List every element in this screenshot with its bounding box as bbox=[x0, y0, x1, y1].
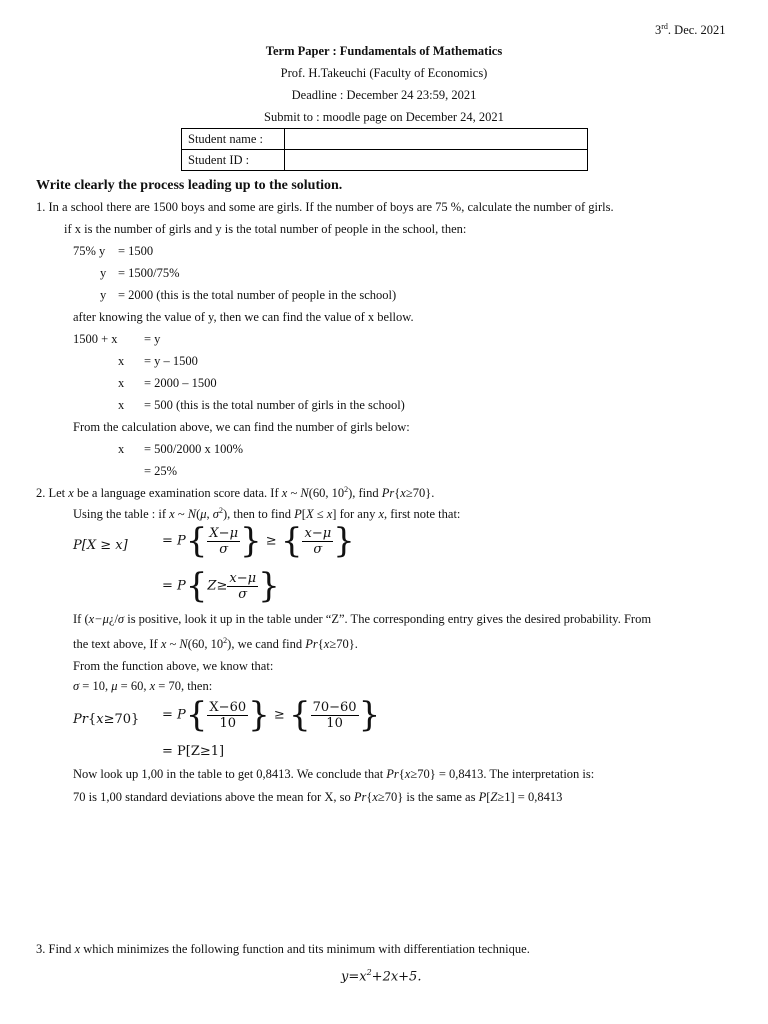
q1-step-rhs: = 2000 – 1500 bbox=[144, 376, 217, 390]
professor: Prof. H.Takeuchi (Faculty of Economics) bbox=[280, 66, 488, 80]
student-name-field[interactable] bbox=[285, 129, 588, 150]
q2-using: Using the table : if x ~ N(μ, $\sigma^2$), then to find P[X ≤ x] for any x, first note that: bbox=[73, 506, 461, 522]
q2-eq3-den1: 10 bbox=[219, 715, 237, 731]
q2-eq3-den2: 10 bbox=[326, 715, 343, 731]
page-title: Term Paper : Fundamentals of Mathematics bbox=[265, 44, 503, 58]
q1-step-lhs: x bbox=[118, 354, 125, 368]
q1-step-rhs: = y bbox=[144, 332, 161, 346]
q2-eq3-num2: 70−60 bbox=[312, 699, 357, 715]
student-name-label: Student name : bbox=[182, 129, 285, 150]
date: 3rd. Dec. 2021 bbox=[655, 22, 726, 38]
student-id-field[interactable] bbox=[285, 150, 588, 171]
q2-interpretation: 70 is 1,00 standard deviations above the mean for X, so Pr{x≥70} is the same as P[Z≥1] = 0,8413 bbox=[73, 790, 563, 804]
q1-step-lhs: 1500 + x bbox=[73, 332, 118, 346]
q1-step-rhs: = 1500 bbox=[118, 244, 154, 258]
q2-eq3-num1: X−60 bbox=[209, 699, 247, 715]
q2-values: σ = 10, μ = 60, x = 70, then: bbox=[73, 679, 213, 693]
deadline: Deadline : December 24 23:59, 2021 bbox=[291, 88, 477, 102]
q1-step-rhs: = y – 1500 bbox=[144, 354, 198, 368]
q2-if-text-2: the text above, If x ~ N(60, $10^2$), we cand find Pr{x≥70}. bbox=[73, 636, 358, 652]
q1-step-lhs: y bbox=[100, 266, 107, 280]
q2-eq1-rhs: = P{ $\frac{X-\mu}{\sigma}$ } ≥ { $\frac{x-\mu}{\sigma}$ } bbox=[162, 521, 355, 561]
q2-eq3-rhs: = P{ $\frac{X-60}{10}$ } ≥ { $\frac{70-60}{10}$ } bbox=[162, 695, 381, 735]
q1-step-lhs: 75% y bbox=[73, 244, 106, 258]
question-2: 2. Let x be a language examination score data. If x ~ N(60, $10^2$), find Pr{x≥70}. bbox=[36, 485, 435, 501]
q1-step-rhs: = 1500/75% bbox=[118, 266, 180, 280]
student-id-label: Student ID : bbox=[182, 150, 285, 171]
q1-step-rhs: = 2000 (this is the total number of people in the school) bbox=[118, 288, 397, 302]
student-info-table bbox=[181, 128, 588, 171]
question-1: 1. In a school there are 1500 boys and some are girls. If the number of boys are 75 %, calculate the number of girls. bbox=[36, 200, 614, 214]
q1-step-rhs: = 500 (this is the total number of girls in the school) bbox=[144, 398, 405, 412]
q2-eq3-lhs: Pr{x≥70} bbox=[73, 712, 140, 727]
q1-step-lhs: y bbox=[100, 288, 107, 302]
q1-intro: if x is the number of girls and y is the total number of people in the school, then: bbox=[64, 222, 467, 236]
q2-eq2: = P{Z≥ $\frac{x-\mu}{\sigma}$ } bbox=[162, 566, 280, 606]
q2-conclusion: Now look up 1,00 in the table to get 0,8413. We conclude that Pr{x≥70} = 0,8413. The interpretation is: bbox=[73, 767, 595, 781]
q1-step-lhs: x bbox=[118, 376, 125, 390]
question-3: 3. Find x which minimizes the following function and tits minimum with differentiation technique. bbox=[36, 942, 530, 956]
q3-equation: $y=x^2+2x+5$. bbox=[341, 968, 422, 985]
q1-step-lhs: x bbox=[118, 398, 125, 412]
q1-step-lhs: x bbox=[118, 442, 125, 456]
q2-function: From the function above, we know that: bbox=[73, 659, 274, 673]
q1-after: after knowing the value of y, then we can find the value of x bellow. bbox=[73, 310, 414, 324]
instruction: Write clearly the process leading up to the solution. bbox=[36, 178, 343, 193]
q1-step-rhs: = 500/2000 x 100% bbox=[144, 442, 244, 456]
q1-result: = 25% bbox=[144, 464, 178, 478]
q2-eq4: = P[Z≥1] bbox=[162, 744, 225, 759]
submit-info: Submit to : moodle page on December 24, 2021 bbox=[264, 110, 504, 124]
q1-calc: From the calculation above, we can find the number of girls below: bbox=[73, 420, 410, 434]
q2-if-text: If (x−μ¿/σ is positive, look it up in the table under “Z”. The corresponding entry gives the desired probability. From bbox=[73, 612, 652, 626]
q2-eq1-lhs: P[X ≥ x] bbox=[73, 538, 128, 553]
